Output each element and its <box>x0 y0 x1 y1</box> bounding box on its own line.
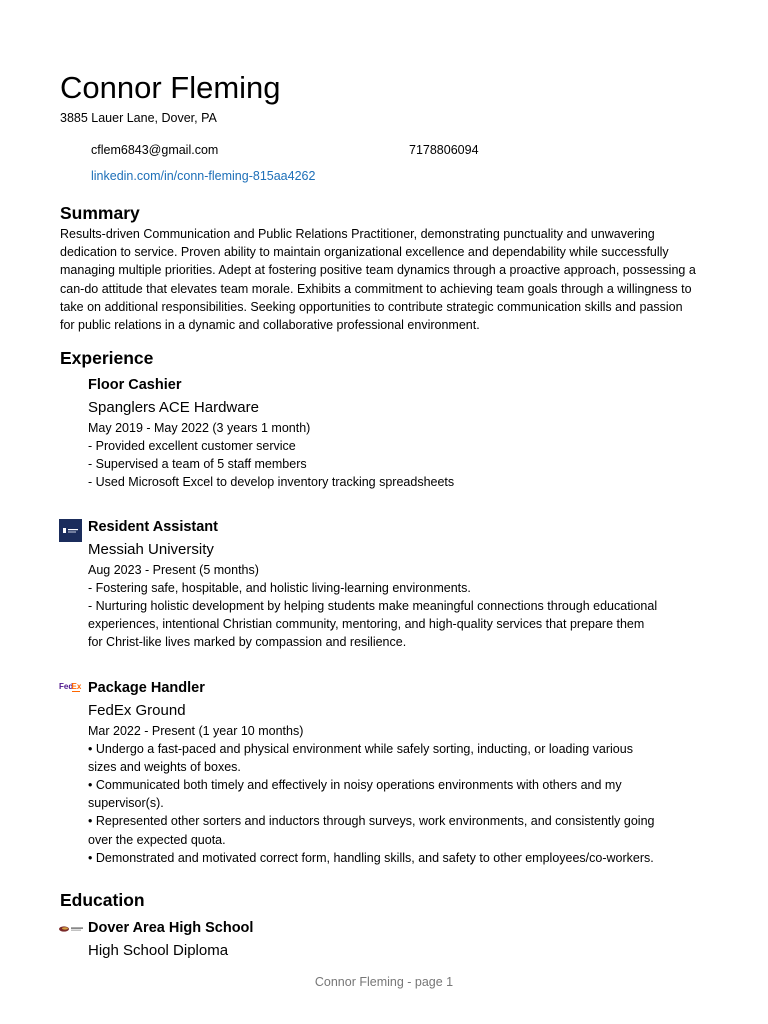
messiah-logo-wordmark <box>68 529 78 530</box>
job-bullet: supervisor(s). <box>88 796 164 811</box>
messiah-logo-wordmark-line <box>68 532 76 533</box>
job-bullet: • Represented other sorters and inductors through surveys, work environments, and consistently going <box>88 814 655 829</box>
summary-heading: Summary <box>60 203 140 223</box>
messiah-logo-mark <box>63 528 66 533</box>
job-bullet: - Fostering safe, hospitable, and holistic living-learning environments. <box>88 581 471 596</box>
fedex-logo-icon <box>59 680 83 694</box>
job-dates: Mar 2022 - Present (1 year 10 months) <box>88 724 304 738</box>
phone-number: 7178806094 <box>409 143 479 157</box>
experience-item-floor-cashier <box>88 376 708 491</box>
job-bullet: - Nurturing holistic development by helping students make meaningful connections through educational <box>88 599 658 614</box>
job-bullet: sizes and weights of boxes. <box>88 760 241 775</box>
experience-item-resident-assistant <box>88 518 708 651</box>
job-title: Resident Assistant <box>88 519 218 535</box>
address: 3885 Lauer Lane, Dover, PA <box>60 111 217 125</box>
job-bullet: experiences, intentional Christian community, mentoring, and high-quality services that prepare them <box>88 617 645 632</box>
job-bullet: • Communicated both timely and effectively in noisy operations environments with others and my <box>88 778 622 793</box>
education-heading: Education <box>60 890 145 910</box>
messiah-university-logo-icon <box>59 519 82 542</box>
company-name: Messiah University <box>88 541 214 558</box>
experience-heading: Experience <box>60 348 154 368</box>
job-bullet: - Used Microsoft Excel to develop inventory tracking spreadsheets <box>88 475 455 490</box>
job-bullet: • Demonstrated and motivated correct form, handling skills, and safety to other employees/co-workers. <box>88 850 654 865</box>
fedex-logo-fed: Fed <box>59 682 74 691</box>
school-logo-wordmark-line <box>71 930 81 931</box>
company-name: Spanglers ACE Hardware <box>88 399 259 416</box>
company-name: FedEx Ground <box>88 702 186 719</box>
job-bullet: for Christ-like lives marked by compassion and resilience. <box>88 635 407 650</box>
summary-text: Results-driven Communication and Public Relations Practitioner, demonstrating punctuality and unwavering dedication to service. Proven ability to maintain organizational excellence and dependability while successfully managing multiple priorities. Adept at fostering positive team dynamics through a proactive approach, possessing a can-do attitude that elevates team morale. Exhibits a commitment to achieving team goals through a willingness to take on additional responsibilities. Seeking opportunities to contribute strategic communication skills and passion for public relations in a dynamic and collaborative professional environment. <box>60 227 696 333</box>
job-dates: Aug 2023 - Present (5 months) <box>88 563 259 577</box>
school-logo-emblem-accent <box>62 927 68 929</box>
degree: High School Diploma <box>88 942 229 959</box>
school-logo-wordmark <box>71 928 83 929</box>
experience-item-package-handler <box>88 679 708 867</box>
fedex-logo-ex: Ex <box>71 682 82 691</box>
dover-high-school-logo-icon <box>59 924 84 934</box>
school-name: Dover Area High School <box>88 920 254 936</box>
job-bullet: - Supervised a team of 5 staff members <box>88 457 307 472</box>
job-bullet: - Provided excellent customer service <box>88 439 296 454</box>
job-title: Package Handler <box>88 680 205 696</box>
education-item-dover-area-high-school <box>88 919 708 962</box>
job-bullet: over the expected quota. <box>88 832 226 847</box>
messiah-logo-background <box>59 519 82 542</box>
candidate-name: Connor Fleming <box>60 70 281 105</box>
job-dates: May 2019 - May 2022 (3 years 1 month) <box>88 421 311 435</box>
fedex-logo-underline <box>72 691 80 692</box>
job-title: Floor Cashier <box>88 377 182 393</box>
job-bullet: • Undergo a fast-paced and physical environment while safely sorting, inducting, or loading various <box>88 742 633 757</box>
linkedin-link[interactable]: linkedin.com/in/conn-fleming-815aa4262 <box>91 169 316 183</box>
page-footer: Connor Fleming - page 1 <box>314 975 454 989</box>
email-address: cflem6843@gmail.com <box>91 143 219 157</box>
